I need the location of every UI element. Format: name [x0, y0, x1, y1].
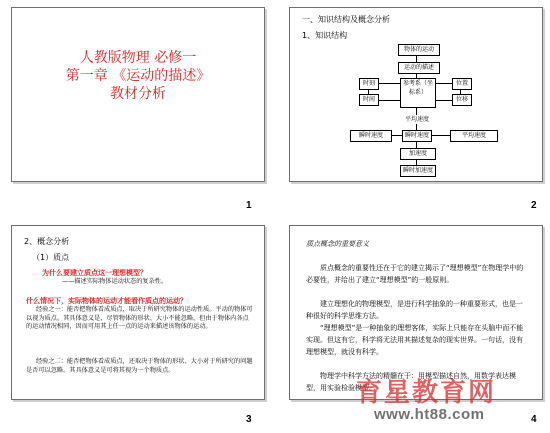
- page-number-2: 2: [531, 200, 537, 211]
- node-object-motion: 物体的运动: [398, 44, 440, 56]
- title-line-3: 教材分析: [110, 86, 166, 102]
- node-time-point: 时刻: [359, 78, 379, 90]
- slide4-paragraph-4: 物理学中科学方法的精髓在于：用模型描述自然，用数学表达模型，用实验检验模型。: [306, 372, 516, 392]
- node-acceleration: 加速度: [400, 148, 436, 160]
- watermark-url: www.ht88.com: [374, 406, 485, 423]
- slide-2[interactable]: [289, 7, 543, 182]
- slide2-heading: 一、知识结构及概念分析: [302, 15, 390, 24]
- slide4-paragraph-2: 建立理想化的物理模型，是进行科学抽象的一种重要形式，也是一种很好的科学思维方法。: [306, 300, 523, 320]
- title-line-2: 第一章 《运动的描述》: [65, 68, 211, 84]
- node-instantaneous-velocity-left: 瞬时速度: [350, 130, 392, 142]
- node-average-acceleration-right: 平均速度: [450, 130, 498, 142]
- page-number-3: 3: [246, 414, 252, 425]
- slide2-subheading: 1、知识结构: [302, 31, 348, 40]
- slide3-subheading: （1）质点: [32, 253, 70, 262]
- node-time-span: 时间: [359, 94, 379, 106]
- question-1: 为什么要建立质点这一理想模型？: [42, 269, 147, 277]
- title-line-1: 人教版物理 必修一: [79, 50, 197, 66]
- node-instantaneous-velocity: 瞬时速度: [402, 130, 432, 142]
- slide4-paragraph-1: 质点概念的重要性还在于它的建立揭示了“理想模型”在物理学中的必要性，并给出了建立“理想模型”的一般原则。: [306, 264, 524, 284]
- watermark-text: 育星教育网: [356, 378, 497, 408]
- slide4-heading: 质点概念的重要意义: [306, 240, 369, 248]
- page-number-4: 4: [531, 414, 537, 425]
- node-position: 位置: [452, 78, 472, 90]
- answer-1: ——描述实际物体运动状态的复杂性。: [62, 278, 168, 285]
- node-displacement: 位移: [452, 94, 472, 106]
- slide-3[interactable]: [11, 225, 265, 400]
- slide-1[interactable]: [11, 7, 265, 182]
- slide4-paragraph-3: “理想模型”是一种抽象的理想客体，实际上只能存在头脑中而不能实现。但这有它，科学将无法用其描述复杂的现实世界。一句话，没有理想模型，就没有科学。: [306, 324, 524, 356]
- paragraph-2: 经验之二：能否把物体看成质点，还取决于物体的形状、大小对于所研究的问题是否可以忽略。其具体意义是可将其视为一个物质点。: [26, 358, 253, 374]
- node-uniform: 瞬时加速度: [400, 165, 436, 177]
- page-number-1: 1: [246, 200, 252, 211]
- paragraph-1: 经验之一：能否把物体看成质点，取决于所研究物体的运动性质。平动的物体可以视为质点。其具体意义是，尽管物体的形状、大小不能忽略，但由于物体内各点的运动情况相同，因而可用其上任一点的运动来描述该物体的运动。: [26, 306, 253, 330]
- node-motion-description: 运动的描述: [398, 62, 440, 74]
- node-average-velocity: 平均速度: [398, 115, 436, 124]
- question-2: 什么情况下，实际物体的运动才能看作质点的运动？: [26, 297, 187, 305]
- slide3-heading: 2、概念分析: [24, 237, 70, 246]
- node-reference-frame: 参考系（坐标系）: [400, 78, 436, 108]
